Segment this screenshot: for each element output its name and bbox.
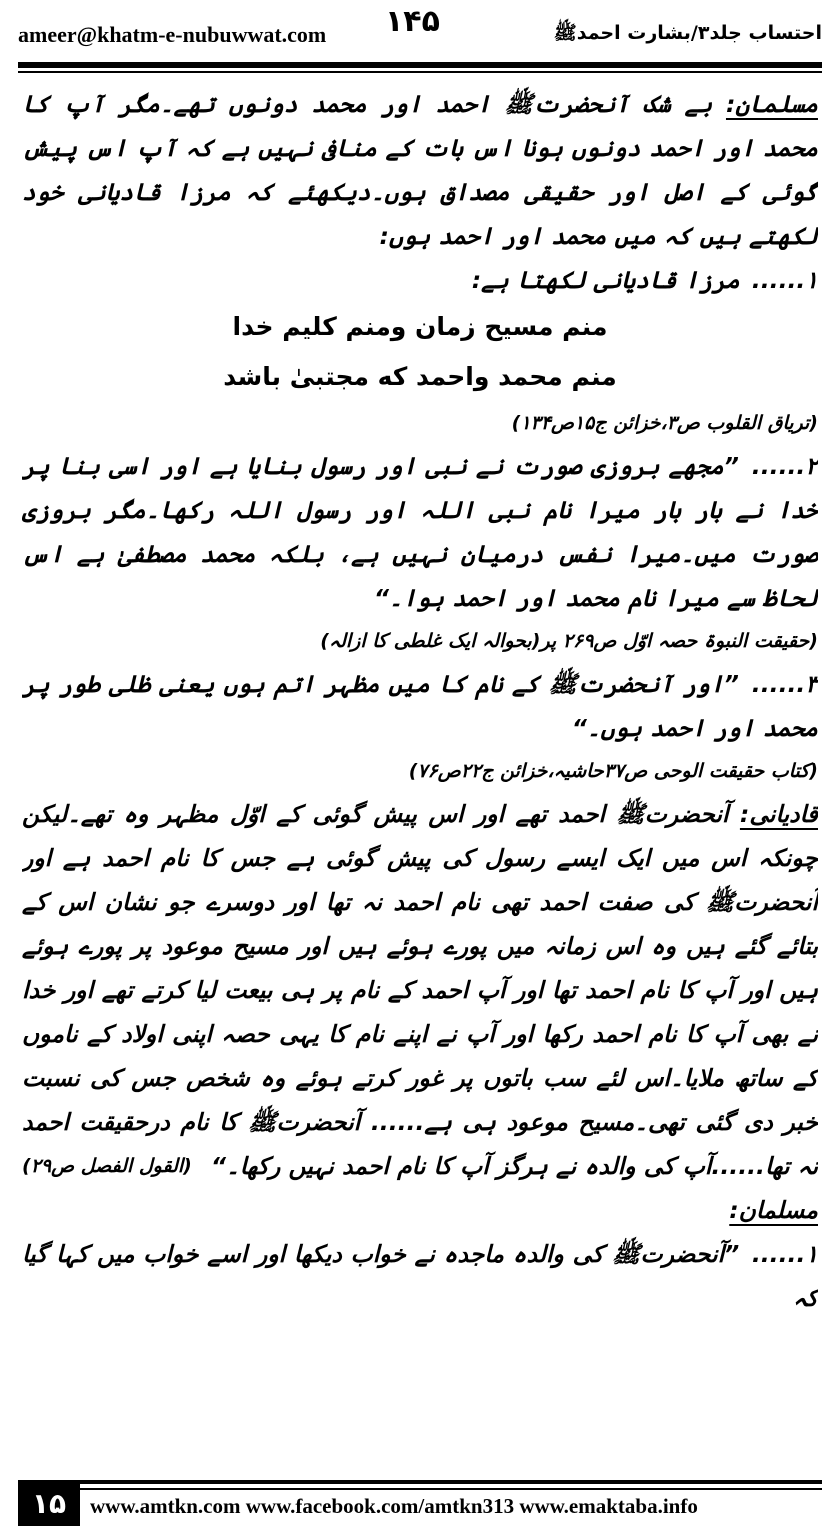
footer-bar (80, 1480, 822, 1526)
speaker-label-qadiani: قادیانی: (739, 800, 818, 828)
header-email[interactable]: ameer@khatm-e-nubuwwat.com (18, 22, 327, 47)
paragraph-muslim-2 (22, 1188, 818, 1232)
list-item-4 (22, 1232, 818, 1320)
item-number: ۱...... (751, 1240, 818, 1268)
poem-line-1: منم مسیح زمان ومنم کلیم خدا (232, 312, 608, 341)
reference-4: (القول الفصل ص۲۹) (22, 1155, 192, 1177)
item-number: ۱...... (751, 266, 818, 294)
reference-1: (تریاق القلوب ص۳،خزائن ج۱۵ص۱۳۴) (511, 412, 818, 434)
header-page-number: ۱۴۵ (385, 4, 440, 39)
item-text: ”آنحضرتﷺ کی والدہ ماجدہ نے خواب دیکھا اور اسے خواب میں کہا گیا کہ (22, 1240, 818, 1312)
reference-3: (کتاب حقیقت الوحی ص۳۷حاشیہ،خزائن ج۲۲ص۷۶) (408, 760, 818, 782)
footer-rule-thick (80, 1480, 822, 1484)
paragraph-text: آنحضرتﷺ احمد تھے اور اس پیش گوئی کے اوّل مظہر وہ تھے۔لیکن چونکہ اس میں ایک ایسے رسول کی پیش گوئی ہے جس کا نام احمد ہے اور آنحضرتﷺ کی صفت احمد تھی نام احمد نہ تھا اور دوسرے جو نشان اس کے بتائے گئے ہیں وہ اس زمانہ میں پورے ہوئے ہیں اور مسیح موعود پر پورے ہوئے ہیں اور آپ کا نام احمد تھا اور آپ احمد کے نام پر ہی بیعت لیا کرتے تھے اور خدا نے بھی آپ کا نام احمد رکھا اور آپ نے اپنے نام کا یہی حصہ اپنی اولاد کے ناموں کے ساتھ ملایا۔اس لئے سب باتوں پر غور کرتے ہوئے وہ شخص جس کی نسبت خبر دی گئی تھی۔مسیح موعود ہی ہے...... آنحضرتﷺ کا نام درحقیقت احمد نہ تھا......آپ کی والدہ نے ہرگز آپ کا نام احمد نہیں رکھا۔“ (22, 800, 818, 1180)
speaker-label-muslim: مسلمان: (725, 90, 818, 118)
paragraph-muslim-1 (22, 82, 818, 258)
header-rule-thin (18, 71, 822, 73)
footer-page-number: ۱۵ (18, 1480, 80, 1526)
header-rule-thick (18, 62, 822, 68)
list-item-1 (22, 258, 818, 302)
speaker-label-muslim: مسلمان: (729, 1196, 818, 1224)
item-text: ”مجھے بروزی صورت نے نبی اور رسول بنایا ہے اور اسی بنا پر خدا نے بار بار میرا نام نبی اللہ اور رسول اللہ رکھا۔مگر بروزی صورت میں۔میرا نفس درمیان نہیں ہے، بلکہ محمد مصطفیٰ ہے اس لحاظ سے میرا نام محمد اور احمد ہوا۔“ (22, 452, 818, 612)
header-book-title: احتساب جلد۳/بشارت احمدﷺ (553, 22, 822, 44)
paragraph-qadiani (22, 792, 818, 1188)
poem-line-2: منم محمد واحمد که مجتبیٰ باشد (223, 362, 617, 391)
page-footer (18, 1480, 822, 1526)
item-number: ۳...... (751, 670, 818, 698)
item-text: مرزا قادیانی لکھتا ہے: (471, 266, 740, 294)
reference-2: (حقیقت النبوۃ حصہ اوّل ص۲۶۹ پر(بحوالہ ایک غلطی کا ازالہ) (320, 630, 818, 652)
page-content (22, 82, 818, 1467)
list-item-3 (22, 662, 818, 750)
item-number: ۲...... (751, 452, 818, 480)
footer-rule-thin (80, 1488, 822, 1490)
list-item-2 (22, 444, 818, 620)
footer-urls[interactable]: www.amtkn.com www.facebook.com/amtkn313 www.emaktaba.info (90, 1494, 698, 1518)
item-text: ”اور آنحضرتﷺ کے نام کا میں مظہر اتم ہوں یعنی ظلی طور پر محمد اور احمد ہوں۔“ (22, 670, 818, 742)
paragraph-text: بے شک آنحضرتﷺ احمد اور محمد دونوں تھے۔مگر آپ کا محمد اور احمد دونوں ہونا اس بات کے منافی نہیں ہے کہ آپ اس پیش گوئی کے اصل اور حقیقی مصداق ہوں۔دیکھئے کہ مرزا قادیانی خود لکھتے ہیں کہ میں محمد اور احمد ہوں: (22, 90, 818, 250)
